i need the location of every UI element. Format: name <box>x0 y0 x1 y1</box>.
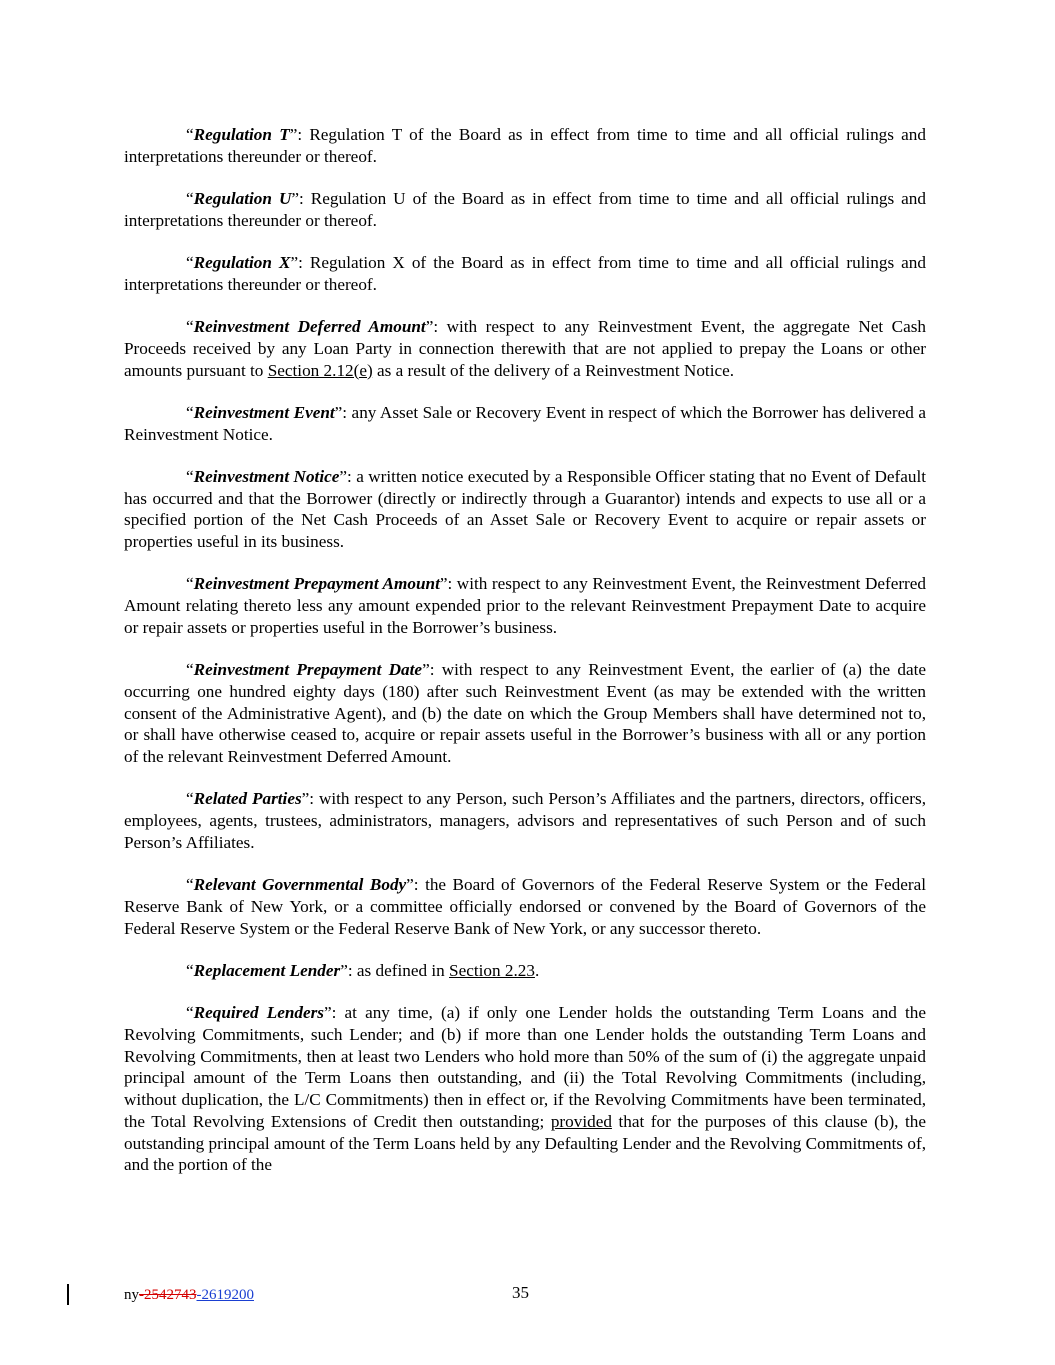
defined-term: Reinvestment Prepayment Date <box>193 660 423 679</box>
page-number: 35 <box>512 1283 529 1302</box>
defined-term: Reinvestment Deferred Amount <box>193 317 426 336</box>
definition-relevant-governmental-body: “Relevant Governmental Body”: the Board of Governors of the Federal Reserve System or the Federal Reserve Bank of New York, or a committee officially endorsed or convened by the Board of Governors of the Federal Reserve System or the Federal Reserve Bank of New York, or any successor thereto. <box>124 875 927 938</box>
defined-term: Required Lenders <box>193 1003 324 1022</box>
defined-term: Reinvestment Event <box>193 402 335 422</box>
defined-term: Related Parties <box>193 789 302 809</box>
definition-reinvestment-prepayment-amount: “Reinvestment Prepayment Amount”: with respect to any Reinvestment Event, the Reinvestment Deferred Amount relating thereto less any amount expended prior to the relevant Reinvestment Prepayment Date to acquire or repair assets or properties useful in the Borrower’s business. <box>124 574 927 637</box>
defined-term: Regulation X <box>193 253 291 272</box>
revision-change-bar <box>67 1284 69 1305</box>
definition-required-lenders: “Required Lenders”: at any time, (a) if only one Lender holds the outstanding Term Loans and the Revolving Commitments, such Lender; and (b) if more than one Lender holds the outstanding Term Loans and Revolving Commitments, then at least two Lenders who hold more than 50% of the sum of (i) the aggregate unpaid principal amount of the Term Loans then outstanding, and (ii) the Total Revolving Commitments (including, without duplication, the L/C Commitments) then in effect or, if the Revolving Commitments have been terminated, the Total Revolving Extensions of Credit then outstanding; provided that for the purposes of this clause (b), the outstanding principal amount of the Term Loans held by any Defaulting Lender and the Revolving Commitments of, and the portion of the <box>124 1003 927 1175</box>
deleted-document-id: -2542743 <box>139 1287 197 1303</box>
provided-emphasis: provided <box>550 1111 612 1131</box>
definition-reinvestment-notice: “Reinvestment Notice”: a written notice executed by a Responsible Officer stating that no Event of Default has occurred and that the Borrower (directly or indirectly through a Guarantor) intends and expects to use all or a specified portion of the Net Cash Proceeds of an Asset Sale or Recovery Event to acquire or repair assets or properties useful in its business. <box>124 466 927 551</box>
section-reference-link[interactable]: Section 2.12(e) <box>267 360 373 380</box>
definition-related-parties: “Related Parties”: with respect to any Person, such Person’s Affiliates and the partners, directors, officers, employees, agents, trustees, administrators, managers, advisors and representatives of such Person and of such Person’s Affiliates. <box>124 789 927 852</box>
definition-regulation-x: “Regulation X”: Regulation X of the Board as in effect from time to time and all official rulings and interpretations thereunder or thereof. <box>124 253 926 294</box>
section-reference-link[interactable]: Section 2.23 <box>449 960 535 980</box>
definition-reinvestment-deferred-amount: “Reinvestment Deferred Amount”: with respect to any Reinvestment Event, the aggregate Net Cash Proceeds received by any Loan Party in connection therewith that are not applied to prepay the Loans or other amounts pursuant to Section 2.12(e) as a result of the delivery of a Reinvestment Notice. <box>124 317 926 380</box>
defined-term: Regulation U <box>193 189 292 208</box>
definition-replacement-lender: “Replacement Lender”: as defined in Section 2.23. <box>186 960 540 980</box>
defined-term: Reinvestment Prepayment Amount <box>193 574 440 594</box>
definition-regulation-u: “Regulation U”: Regulation U of the Board as in effect from time to time and all official rulings and interpretations thereunder or thereof. <box>124 189 926 230</box>
defined-term: Relevant Governmental Body <box>193 875 407 894</box>
document-body <box>124 124 926 1197</box>
definition-reinvestment-prepayment-date: “Reinvestment Prepayment Date”: with respect to any Reinvestment Event, the earlier of (a) the date occurring one hundred eighty days (180) after such Reinvestment Event (as may be extended with the written consent of the Administrative Agent), and (b) the date on which the Group Members shall have determined not to, or shall have otherwise ceased to, acquire or repair assets useful in the Borrower’s business with all or any portion of the relevant Reinvestment Deferred Amount. <box>124 660 926 766</box>
defined-term: Reinvestment Notice <box>193 466 340 486</box>
defined-term: Regulation T <box>193 125 290 144</box>
document-id: ny-2542743-2619200 <box>124 1287 254 1303</box>
inserted-document-id: -2619200 <box>196 1287 254 1303</box>
defined-term: Replacement Lender <box>193 960 341 980</box>
definition-reinvestment-event: “Reinvestment Event”: any Asset Sale or Recovery Event in respect of which the Borrower has delivered a Reinvestment Notice. <box>124 402 926 444</box>
definition-regulation-t: “Regulation T”: Regulation T of the Board as in effect from time to time and all official rulings and interpretations thereunder or thereof. <box>124 125 926 166</box>
